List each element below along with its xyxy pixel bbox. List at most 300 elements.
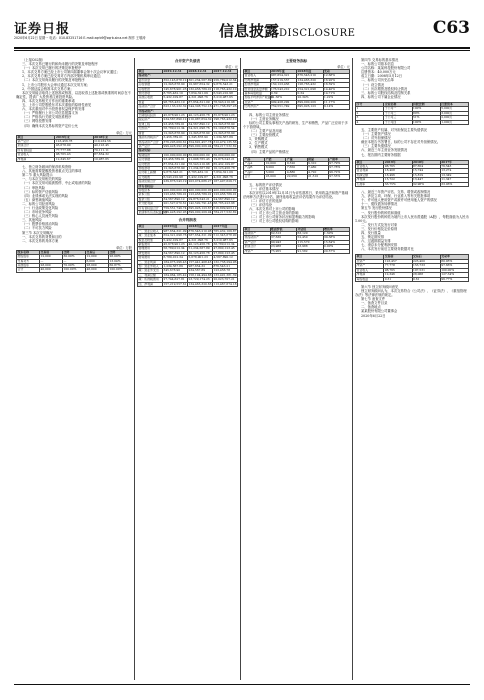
- table-cell: 5,432,109.87: [163, 238, 188, 242]
- table-cell: 60.87%: [109, 264, 132, 268]
- table-cell: 100.00%: [440, 268, 468, 272]
- table-cell: 减：营业成本: [138, 234, 163, 238]
- table-cell: 毛利率: [356, 182, 384, 186]
- table-cell: 96.72%: [328, 170, 349, 174]
- table-cell: 234,567.89: [188, 269, 213, 273]
- table-row: [244, 249, 350, 253]
- table-cell: 0.39: [270, 92, 297, 96]
- table-cell: 营业收入: [356, 165, 384, 169]
- table-cell: 765,432,109.87: [213, 228, 237, 233]
- paragraph: （一）对上市公司主营业务的影响: [249, 211, 299, 216]
- table-cell: 123,456,789.01: [213, 192, 237, 197]
- table-cell: 23,000: [265, 175, 286, 179]
- table-cell: 非流动资产合计: [138, 140, 163, 144]
- table-cell: 33.75%: [384, 182, 412, 186]
- table-cell: 管理费用: [138, 247, 163, 251]
- table-caption: 单位：万股: [116, 245, 132, 250]
- table-cell: 21.56%: [270, 96, 297, 100]
- table-cell: 负债合计: [17, 144, 55, 148]
- table-cell: 5,432,109.87: [163, 96, 188, 100]
- table-cell: 13,349: [440, 173, 468, 177]
- table-cell: 0.31: [384, 277, 412, 281]
- table-cell: 52,450: [297, 236, 324, 240]
- table-cell: 987,654,321: [270, 74, 297, 78]
- table-cell: 98,765,432.10: [163, 100, 188, 104]
- table-cell: 在建工程: [138, 122, 163, 126]
- table-cell: 184,964,185.42: [163, 272, 187, 277]
- table-cell: 62,313: [270, 231, 297, 235]
- table-cell: 3,210,987.65: [213, 238, 238, 242]
- table-cell: 12,345,678.90: [188, 131, 213, 135]
- paragraph: 七、独立财务顾问的保荐机构资格: [22, 165, 72, 170]
- table-cell: 100,000,000.00: [163, 152, 187, 157]
- table-cell: 40,123,456.78: [188, 114, 213, 118]
- table-header-cell: 2018年度: [297, 70, 324, 74]
- table-header-cell: 2017.12.31: [213, 70, 238, 74]
- table-cell: 非流动资产: [244, 236, 271, 240]
- table-cell: 2,345,678.90: [188, 136, 213, 140]
- table-cell: 999,428,292.93: [163, 210, 187, 214]
- table-cell: 15,819: [412, 173, 440, 177]
- table-cell: 19,876,543.21: [213, 158, 238, 162]
- table-cell: 80.95%: [440, 259, 468, 263]
- table-cell: 21,510: [307, 175, 328, 179]
- table-cell: 198,765,432.10: [213, 117, 237, 122]
- table-cell: 8,765,432.10: [188, 171, 213, 175]
- table-cell: 15.64%: [323, 240, 350, 244]
- table-cell: 应收票据: [138, 83, 163, 87]
- table-cell: 12,345,678.90: [213, 122, 238, 126]
- table-cell: 0.34: [297, 92, 324, 96]
- table-cell: 150,123,456: [270, 83, 297, 87]
- table-cell: 1.30%: [323, 231, 350, 235]
- table-cell: 40,123,456.78: [188, 243, 213, 247]
- paragraph: （二）对上市公司财务状况和盈利能力的影响: [249, 215, 315, 220]
- table-cell: 10,987.65: [93, 157, 131, 161]
- table-cell: 6,789,012.34: [163, 256, 188, 260]
- column-divider: [352, 58, 353, 680]
- table-cell: 75,955: [270, 249, 297, 253]
- paragraph: 十、许可他人使用资产或被许可使用他人资产的情况: [361, 198, 437, 203]
- table-header-cell: 增值率: [323, 227, 350, 231]
- table-cell: 899,000,209.94: [188, 210, 212, 214]
- table-cell: 46,000: [86, 268, 109, 272]
- table-cell: 其他应收款: [138, 96, 163, 100]
- table-cell: 18,496: [384, 173, 412, 177]
- table-header-cell: 变动率: [440, 255, 468, 259]
- table-cell: 6,000: [86, 259, 109, 263]
- table-cell: 99,943: [270, 240, 297, 244]
- masthead-logo: 证券日报: [14, 22, 71, 37]
- table-cell: 132,738,294.96: [213, 259, 237, 264]
- table-cell: 产品A: [244, 162, 265, 166]
- table-cell: 12,345,678.90: [163, 131, 188, 135]
- table-cell: 123,456,789.01: [163, 192, 187, 197]
- table-cell: 交易对方: [17, 259, 40, 263]
- table-cell: 999,428,292: [270, 100, 297, 104]
- table-cell: 76,543,210.98: [188, 162, 213, 166]
- table-cell: 12,345,678.90: [213, 131, 238, 135]
- table-cell: 157,219,557: [270, 78, 297, 82]
- table-cell: 14.40%: [323, 87, 350, 91]
- table-cell: 6,543,210.98: [163, 175, 188, 179]
- table-cell: 76,543,210.98: [213, 100, 238, 104]
- table-cell: 45,678,901.23: [163, 114, 188, 118]
- paragraph: 1、本次交易方案已经上市公司第四届董事会第十次会议审议通过；: [22, 70, 120, 75]
- table-cell: 预付款项: [138, 92, 163, 96]
- table-cell: 39.38%: [323, 236, 350, 240]
- table-cell: 40,123.45: [93, 144, 131, 148]
- table-cell: 税金及附加: [138, 238, 163, 242]
- paragraph: （三）主要经营模式: [249, 133, 279, 138]
- table-cell: 经营现金流量净额: [244, 87, 271, 91]
- table-cell: 14.71%: [323, 92, 350, 96]
- paragraph: 2020年6月22日: [361, 313, 386, 318]
- table-block: [137, 218, 238, 287]
- paragraph: 3、销售模式: [249, 145, 268, 150]
- table-cell: 100%: [412, 120, 440, 124]
- table-cell: 127.34%: [440, 273, 468, 277]
- table-cell: 400,000,000.00: [163, 187, 187, 192]
- table-header-cell: 2018年: [412, 160, 440, 164]
- table-cell: 68,785,223.98: [213, 202, 238, 206]
- table-header-cell: 2019.12.31: [163, 70, 188, 74]
- table-cell: 预收款项: [138, 166, 163, 170]
- table-cell: 净利润: [356, 273, 384, 277]
- table-cell: 354,691,457.78: [188, 139, 212, 144]
- data-table: [243, 227, 350, 254]
- paragraph: （四）业绩承诺无法实现的风险: [22, 193, 69, 198]
- table-header-cell: 序号: [356, 102, 384, 106]
- table-header-cell: 账面价值: [270, 227, 297, 231]
- paragraph: 四、本次交易相关方作出的重要承诺: [22, 98, 75, 103]
- table-cell: 营业收入: [17, 153, 55, 157]
- paragraph: （一）行业政策变化风险: [22, 205, 59, 210]
- table-header-cell: 项目: [356, 160, 384, 164]
- table-cell: 所有者权益: [17, 148, 55, 152]
- table-title: 主要财务指标: [285, 59, 308, 63]
- table-cell: 28,068: [412, 273, 440, 277]
- table-cell: 11.17%: [323, 100, 350, 104]
- table-cell: 999,428,292.93: [163, 143, 187, 148]
- table-cell: 1,000万: [440, 120, 468, 124]
- table-cell: 3,210,987.65: [213, 96, 238, 100]
- table-cell: 4,567,890.12: [213, 256, 238, 260]
- paragraph: 注册资本：40,000万元: [361, 70, 396, 75]
- table-cell: 876,543,210.98: [188, 228, 212, 233]
- table-cell: 12,346: [384, 273, 412, 277]
- paragraph: 三、发行价格及定价原则: [361, 226, 398, 231]
- table-cell: 56,789,012.34: [163, 127, 188, 131]
- table-header-cell: 2017年度: [213, 225, 238, 229]
- table-section-cell: 流动负债：: [138, 149, 238, 153]
- table-cell: 研发费用: [138, 251, 163, 255]
- paragraph: 1、上市公司股东大会审议通过本次交易方案；: [22, 82, 91, 87]
- table-header-cell: 股东名称: [17, 250, 40, 254]
- table-cell: 存货: [138, 100, 163, 104]
- table-cell: 23,456,789.01: [163, 122, 188, 126]
- table-cell: 118,765,432.10: [213, 86, 237, 91]
- text-block: [355, 285, 469, 318]
- paragraph: （二）对外担保情况: [361, 136, 391, 141]
- table-header-cell: 2019年末: [55, 135, 93, 139]
- table-cell: 157,219,557.61: [163, 281, 187, 286]
- paragraph: 第三节 本次交易概况: [22, 230, 53, 235]
- table-cell: 流动资产: [244, 231, 271, 235]
- paragraph: （一）评估基本情况: [249, 186, 279, 191]
- paragraph: 第四节 交易标的基本情况: [361, 58, 399, 62]
- table-cell: 11,234,567.89: [188, 166, 213, 170]
- paragraph: （一）股票价格波动风险: [22, 222, 59, 227]
- table-cell: 201,527,070.61: [163, 201, 187, 206]
- table-header-cell: 项目: [138, 225, 163, 229]
- paragraph: 一、与本次交易相关的风险: [22, 177, 62, 182]
- table-cell: 400,000,000.00: [213, 187, 237, 192]
- table-cell: 876,543.21: [213, 265, 238, 269]
- paragraph: 一、备查文件目录: [361, 301, 388, 306]
- paragraph: 成立日期：2008年5月12日: [361, 74, 403, 79]
- table-row: [138, 211, 238, 215]
- table-cell: 负债合计: [244, 245, 271, 249]
- table-cell: 9.14%: [323, 105, 350, 109]
- table-cell: 实收资本: [138, 188, 163, 192]
- editor-line: 制作 王敬涛: [128, 36, 146, 40]
- table-header-cell: 2019年度: [270, 70, 297, 74]
- paragraph: （二）市场竞争风险: [22, 210, 52, 215]
- table-cell: 13,274: [440, 169, 468, 173]
- table-cell: 70.00%: [63, 264, 86, 268]
- table-cell: 784,217,532.82: [213, 143, 237, 148]
- table-cell: 盈余公积: [138, 197, 163, 201]
- table-block: [16, 246, 132, 273]
- table-cell: 1,234,567.89: [163, 265, 188, 269]
- table-cell: 净利润: [17, 157, 55, 161]
- table-cell: 1,234,567.89: [213, 136, 238, 140]
- table-header-cell: 2018年末: [93, 135, 131, 139]
- paragraph: （三）网络投票安排: [22, 119, 52, 124]
- table-caption: 单位：万元: [116, 130, 132, 135]
- table-cell: 基本每股收益: [244, 92, 271, 96]
- section-title: [219, 20, 355, 41]
- table-cell: 4,720: [307, 170, 328, 174]
- table-cell: 12,345,678.90: [163, 83, 188, 87]
- paragraph: （四）确保本次交易标的资产定价公允: [22, 123, 79, 128]
- footer-rule: [14, 684, 470, 685]
- table-cell: 123,456,789.01: [188, 192, 212, 197]
- paragraph: 十一、债权债务转移情况: [361, 202, 398, 207]
- table-cell: 递延所得税资产: [138, 136, 163, 140]
- table-row: [17, 157, 132, 161]
- table-cell: 减：营业外支出: [138, 269, 163, 273]
- paragraph: （二）审批风险: [22, 185, 46, 190]
- table-cell: 短期借款: [138, 153, 163, 157]
- table-header-cell: 交易后: [86, 250, 109, 254]
- masthead-meta: [14, 35, 146, 40]
- paragraph: 六、本次重组对中小投资者权益保护的安排: [22, 107, 85, 112]
- table-cell: 5,432,109.87: [188, 175, 213, 179]
- table-cell: 587,654,321.09: [188, 233, 212, 238]
- table-cell: 营业收入: [244, 74, 271, 78]
- table-cell: 子公司一: [384, 107, 412, 111]
- paragraph: 四、标的公司下属企业情况: [361, 94, 401, 99]
- table-cell: 8,765,432.10: [163, 92, 188, 96]
- table-cell: 归母净利润: [244, 78, 271, 82]
- text-block: [355, 58, 469, 99]
- text-block: [243, 113, 350, 154]
- table-cell: 876,543,210: [297, 74, 324, 78]
- date-line: 2020年6月22日 星期一: [14, 36, 49, 40]
- table-cell: 65,432,109.87: [213, 162, 238, 166]
- table-cell: 60,000,000.00: [213, 153, 238, 157]
- paragraph: 公司名称：某某科技股份有限公司: [361, 66, 411, 71]
- table-cell: 132,456,789.01: [188, 86, 212, 91]
- table-block: [243, 157, 350, 180]
- table-cell: 30,123,456.78: [188, 251, 213, 255]
- table-cell: 145,678,901.23: [163, 86, 187, 91]
- table-cell: 加：营业外收入: [138, 265, 163, 269]
- table-cell: 784,217,532.82: [213, 210, 237, 214]
- paragraph: 七、滚存未分配利润安排: [361, 243, 398, 248]
- header-rule-thin: [14, 50, 470, 51]
- table-cell: 376,295,060.61: [163, 139, 187, 144]
- table-cell: 13,447: [412, 178, 440, 182]
- paragraph: （四）主要产品的产销情况: [249, 149, 289, 154]
- table-cell: 97.55%: [328, 175, 349, 179]
- table-row: [356, 182, 469, 186]
- table-cell: 应交税费: [138, 175, 163, 179]
- table-row: [138, 282, 238, 286]
- table-cell: 234,567,890.12: [163, 117, 187, 122]
- table-cell: 87,654,321.09: [163, 162, 188, 166]
- table-cell: 301,234,567.89: [188, 77, 212, 82]
- table-cell: 158,194,494.88: [188, 272, 212, 277]
- data-table: [16, 135, 132, 162]
- paragraph: 九、涉及立项、环保、行业准入等有关报批事项: [361, 194, 431, 199]
- table-cell: 控股股东: [17, 255, 40, 259]
- table-cell: 759,551,749: [270, 105, 297, 109]
- table-cell: 100%: [412, 107, 440, 111]
- table-cell: 110,234.56: [93, 140, 131, 144]
- table-cell: 归母净资产: [244, 105, 271, 109]
- table-header-cell: 项目: [356, 255, 384, 259]
- table-cell: 56,789,012.34: [163, 247, 188, 251]
- paragraph: （三）标的资产估值风险: [22, 189, 59, 194]
- table-cell: 7,650: [286, 166, 307, 170]
- table-cell: 97.78%: [328, 166, 349, 170]
- table-cell: 销售费用: [138, 243, 163, 247]
- table-cell: 12,000: [86, 255, 109, 259]
- data-table: [16, 250, 132, 273]
- paragraph: 2、中国证监会核准本次交易方案；: [22, 86, 74, 91]
- table-cell: 长期股权投资: [138, 114, 163, 118]
- table-cell: 子公司二: [384, 111, 412, 115]
- phone-line: 电话：010-83251716: [49, 36, 83, 40]
- table-cell: 27,890,123.45: [213, 251, 238, 255]
- paragraph: 五、主要资产权属、对外担保及主要负债情况: [361, 127, 427, 132]
- table-cell: 123,457: [384, 259, 412, 263]
- column-1: [16, 58, 132, 680]
- paragraph: （一）主营业务概况: [249, 116, 279, 121]
- paragraph: 八、其他需要提醒投资者重点关注的事项: [22, 169, 82, 174]
- table-caption: 单位：元: [337, 65, 350, 69]
- table-cell: 9,876,543.21: [163, 171, 188, 175]
- table-cell: 6,543,210.98: [213, 92, 238, 96]
- table-cell: 加权平均净资产收益率: [244, 95, 274, 100]
- table-header-cell: 项目: [17, 135, 55, 139]
- table-cell: 45,678.90: [55, 144, 93, 148]
- table-cell: 5,000万: [440, 107, 468, 111]
- paragraph: 三、本次交易已履行的和尚未履行的决策及审批程序: [22, 62, 98, 67]
- table-cell: 47,890,123.45: [213, 247, 238, 251]
- table-cell: 无形资产: [138, 127, 163, 131]
- table-cell: 23,988: [270, 245, 297, 249]
- table-header-cell: 注册资本: [440, 102, 468, 106]
- paragraph: 本次交易能否取得上述批准或核准，以及取得上述批准或核准的时间存在不确定性，提请广大投资者注意投资风险。: [16, 90, 131, 99]
- page-number: C63: [432, 18, 470, 38]
- table-cell: 净资产: [356, 264, 384, 268]
- table-cell: 其他股东: [17, 264, 40, 268]
- paragraph: （五）商誉减值风险: [22, 197, 52, 202]
- table-header-cell: 产销率: [328, 157, 349, 161]
- table-cell: 合计: [244, 175, 265, 179]
- table-header-cell: 比例: [63, 250, 86, 254]
- table-cell: 87,654.32: [93, 153, 131, 157]
- table-cell: 123,456.78: [55, 140, 93, 144]
- table-cell: 固定资产: [138, 118, 163, 122]
- table-header-cell: 评估值: [297, 227, 324, 231]
- data-table: [137, 69, 238, 215]
- paragraph: 二、标的公司经营风险: [22, 201, 55, 206]
- table-cell: 12,000: [40, 255, 63, 259]
- table-cell: 987,654,321.09: [163, 228, 187, 233]
- table-cell: 0.00%: [323, 245, 350, 249]
- table-cell: 77,778: [384, 264, 412, 268]
- table-cell: 合计: [17, 268, 40, 272]
- table-cell: 1.22%: [323, 96, 350, 100]
- table-cell: 5,000: [265, 170, 286, 174]
- text-block: [355, 190, 469, 251]
- table-title: 合并资产负债表: [174, 59, 201, 63]
- table-cell: 资产总计: [244, 240, 271, 244]
- table-cell: 51%: [412, 116, 440, 120]
- table-cell: 115,570: [297, 240, 324, 244]
- paragraph: 第七节 备查文件: [361, 297, 386, 302]
- paragraph: 一、发行股份的种类和面值: [361, 210, 401, 215]
- table-cell: 512,345,678.90: [213, 233, 237, 238]
- table-cell: 51,234,567.89: [188, 247, 213, 251]
- table-cell: 子公司四: [384, 120, 412, 124]
- table-cell: 16.59%: [323, 83, 350, 87]
- table-cell: 3: [356, 116, 384, 120]
- column-4: [355, 58, 469, 680]
- column-3: [243, 58, 350, 680]
- table-cell: 5,678,901.23: [188, 256, 213, 260]
- table-cell: 256,789,012.34: [213, 77, 237, 82]
- table-cell: 未分配利润: [138, 202, 163, 206]
- paragraph: （一）本次交易已履行的决策及审批程序: [22, 66, 82, 71]
- paragraph: 第六节 独立财务顾问意见: [361, 284, 399, 289]
- table-cell: 8,000: [265, 166, 286, 170]
- table-cell: 1: [356, 107, 384, 111]
- table-cell: 4: [356, 120, 384, 124]
- table-cell: 98,765: [384, 268, 412, 272]
- table-cell: 899,000,209: [297, 100, 324, 104]
- table-cell: 净利润: [356, 178, 384, 182]
- table-section-cell: 流动资产：: [138, 74, 238, 78]
- table-cell: 利润总额: [356, 173, 384, 177]
- paragraph: 一、本次交易的背景和目的: [22, 234, 62, 239]
- column-divider: [240, 58, 241, 680]
